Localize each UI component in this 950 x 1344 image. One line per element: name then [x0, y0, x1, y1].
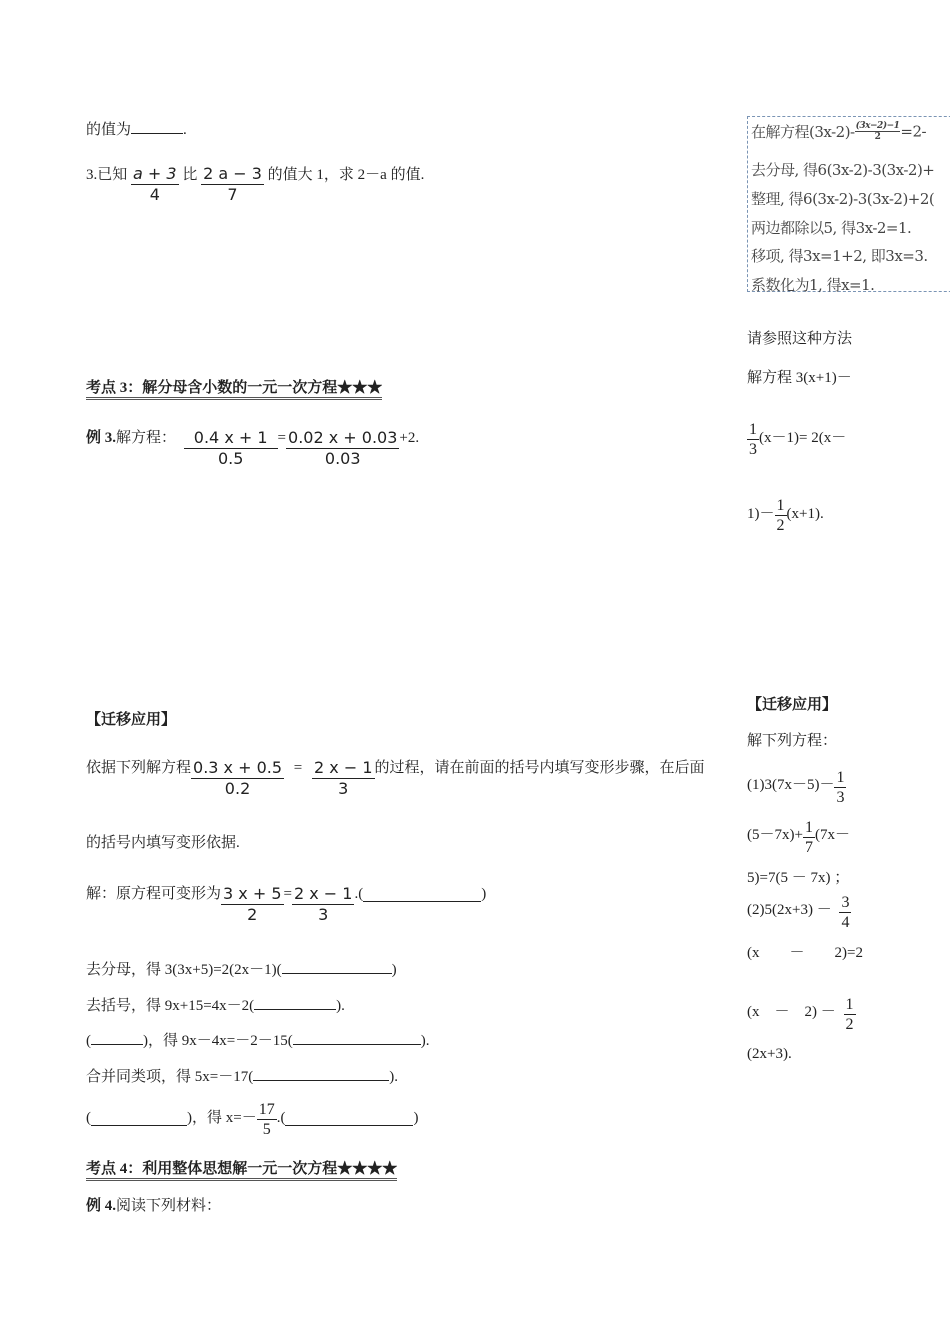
prev-answer-line: [86, 119, 187, 138]
problem-1-line-2: [747, 818, 850, 857]
material-line-4: 两边都除以5, 得3x-2=1.: [751, 219, 912, 237]
question-3: [86, 164, 424, 205]
solution-line-6-text: )，得 x=－: [187, 1110, 257, 1126]
solution-line-6-open: (: [86, 1110, 91, 1126]
transfer-fraction-1: $\frac{0.3 x + 0.5}{0.2}$: [193, 758, 283, 798]
basis-blank-1[interactable]: [363, 887, 481, 902]
solution-line-2-text: 去分母，得 3(3x+5)=2(2x－1)(: [86, 962, 282, 978]
basis-blank-6[interactable]: [285, 1111, 413, 1126]
problem-1-line-1: [747, 768, 846, 807]
solution-line-6-close: ): [413, 1110, 419, 1126]
solution-line-2-close: ): [391, 962, 397, 978]
problem-1-fraction-2: $\frac{1}{7}$: [804, 819, 813, 856]
basis-blank-5[interactable]: [253, 1066, 389, 1081]
problem-2-line-1: [747, 893, 851, 932]
basis-blank-4[interactable]: [293, 1030, 421, 1045]
solution-line-6: [86, 1100, 418, 1139]
transfer-heading-left: 【迁移应用】: [86, 712, 177, 728]
example-4-text: 阅读下列材料：: [116, 1198, 222, 1214]
solution-line-2: [86, 959, 397, 978]
instruction-fraction-2: $\frac{1}{2}$: [776, 497, 785, 534]
material-line-5: 移项, 得3x=1+2, 即3x=3.: [751, 247, 928, 265]
solution-line-4-open: (: [86, 1033, 91, 1049]
problem-2-line-2: (x － 2)=2: [747, 945, 863, 961]
topic-4-heading: 考点 4：利用整体思想解一元一次方程★★★★: [86, 1162, 397, 1181]
example-3-suffix: +2.: [399, 430, 420, 446]
material-line-3: 整理, 得6(3x-2)-3(3x-2)+2(: [751, 190, 935, 208]
solution-line-5-close: ).: [389, 1069, 398, 1085]
problem-2-fraction-1: $\frac{3}{4}$: [841, 894, 850, 931]
example-4: [86, 1199, 221, 1214]
instruction-line-2: 解方程 3(x+1)－: [747, 370, 852, 386]
problem-1-line-1-text: (1)3(7x－5)－: [747, 777, 835, 793]
material-line-6: 系数化为1, 得x=1.: [751, 276, 875, 294]
solution-line-4-text: )，得 9x－4x=－2－15(: [143, 1033, 293, 1049]
solution-line-1-prefix: 解：原方程可变形为: [86, 886, 222, 902]
solution-line-1-close: ): [481, 886, 487, 902]
solution-line-4-close: ).: [420, 1033, 430, 1049]
problem-2-line-1-text: (2)5(2x+3) －: [747, 902, 832, 918]
transfer-intro-right: 解下列方程：: [747, 733, 838, 749]
solution-line-1-suffix: .(: [354, 886, 364, 902]
solution-line-4: [86, 1030, 429, 1049]
transfer-intro: [86, 758, 705, 799]
instruction-fraction-1: $\frac{1}{3}$: [749, 421, 757, 458]
instruction-line-4: [747, 496, 824, 535]
basis-blank-3[interactable]: [254, 995, 336, 1010]
solution-line-5-text: 合并同类项，得 5x=－17(: [86, 1069, 254, 1085]
transfer-heading-right: 【迁移应用】: [747, 697, 838, 713]
material-line-1-prefix: 在解方程(3x-2)-: [751, 123, 855, 141]
q3-prefix: 3.已知: [86, 167, 128, 183]
solution-fraction-1: $\frac{3 x + 5}{2}$: [223, 884, 282, 924]
solution-line-3: [86, 995, 345, 1014]
example-3-prefix: 解方程：: [116, 430, 177, 446]
transfer-fraction-2: $\frac{2 x - 1}{3}$: [314, 758, 373, 798]
q3-fraction-2: $\frac{2 a - 3}{7}$: [203, 164, 262, 204]
prev-answer-prefix: 的值为: [86, 122, 132, 138]
basis-blank-2[interactable]: [282, 959, 392, 974]
answer-blank[interactable]: [131, 119, 183, 134]
solution-line-1: [86, 884, 486, 925]
example-3: [86, 428, 419, 469]
step-blank-4[interactable]: [91, 1030, 143, 1045]
step-blank-6[interactable]: [91, 1111, 187, 1126]
prev-answer-suffix: .: [183, 122, 187, 138]
instruction-line-3-suffix: (x－1)= 2(x－: [759, 430, 847, 446]
q3-mid: 比: [182, 167, 198, 183]
q3-fraction-1: $\frac{a + 3}{4}$: [133, 164, 177, 204]
problem-1-line-3: 5)=7(5 － 7x) ；: [747, 870, 850, 886]
problem-2-fraction-2: $\frac{1}{2}$: [845, 996, 854, 1033]
instruction-line-1: 请参照这种方法: [747, 331, 853, 347]
instruction-line-3: [747, 420, 846, 459]
problem-1-fraction-1: $\frac{1}{3}$: [836, 769, 845, 806]
solution-line-3-text: 去括号，得 9x+15=4x－2(: [86, 998, 255, 1014]
problem-1-line-2-suffix: (7x－: [814, 827, 850, 843]
q3-suffix: 的值大 1，求 2－a 的值.: [267, 167, 425, 183]
transfer-intro-suffix: 的过程，请在前面的括号内填写变形步骤，在后面: [374, 760, 705, 776]
material-line-1: [751, 121, 926, 142]
transfer-intro-prefix: 依据下列解方程: [86, 760, 192, 776]
material-fraction: $\frac{(3x-2)-1}{2}$: [855, 121, 900, 142]
instruction-line-4-prefix: 1)－: [747, 506, 775, 522]
instruction-line-4-suffix: (x+1).: [786, 506, 824, 522]
solution-line-3-close: ).: [336, 998, 345, 1014]
problem-2-line-4: (2x+3).: [747, 1046, 792, 1062]
problem-2-line-3-text: (x － 2) －: [747, 1004, 836, 1020]
transfer-equals: =: [293, 760, 303, 776]
example-3-equals: =: [277, 430, 287, 446]
material-box: [747, 116, 950, 292]
solution-equals: =: [283, 886, 292, 902]
material-line-2: 去分母, 得6(3x-2)-3(3x-2)+: [751, 161, 935, 179]
problem-2-line-3: [747, 995, 856, 1034]
topic-3-heading: 考点 3：解分母含小数的一元一次方程★★★: [86, 381, 382, 400]
example-4-label: 例 4.: [86, 1198, 117, 1214]
solution-line-6-suffix: .(: [276, 1110, 286, 1126]
solution-fraction-x: $\frac{17}{5}$: [258, 1101, 275, 1138]
transfer-intro-line-2: 的括号内填写变形依据.: [86, 835, 240, 851]
solution-fraction-2: $\frac{2 x - 1}{3}$: [293, 884, 353, 924]
example-3-label: 例 3.: [86, 430, 117, 446]
problem-1-line-2-prefix: (5－7x)+: [747, 827, 803, 843]
solution-line-5: [86, 1066, 398, 1085]
example-3-fraction-2: $\frac{0.02 x + 0.03}{0.03}$: [288, 428, 398, 468]
example-3-fraction-1: $\frac{0.4 x + 1}{0.5}$: [184, 428, 278, 469]
material-line-1-suffix: =2-: [900, 122, 927, 141]
